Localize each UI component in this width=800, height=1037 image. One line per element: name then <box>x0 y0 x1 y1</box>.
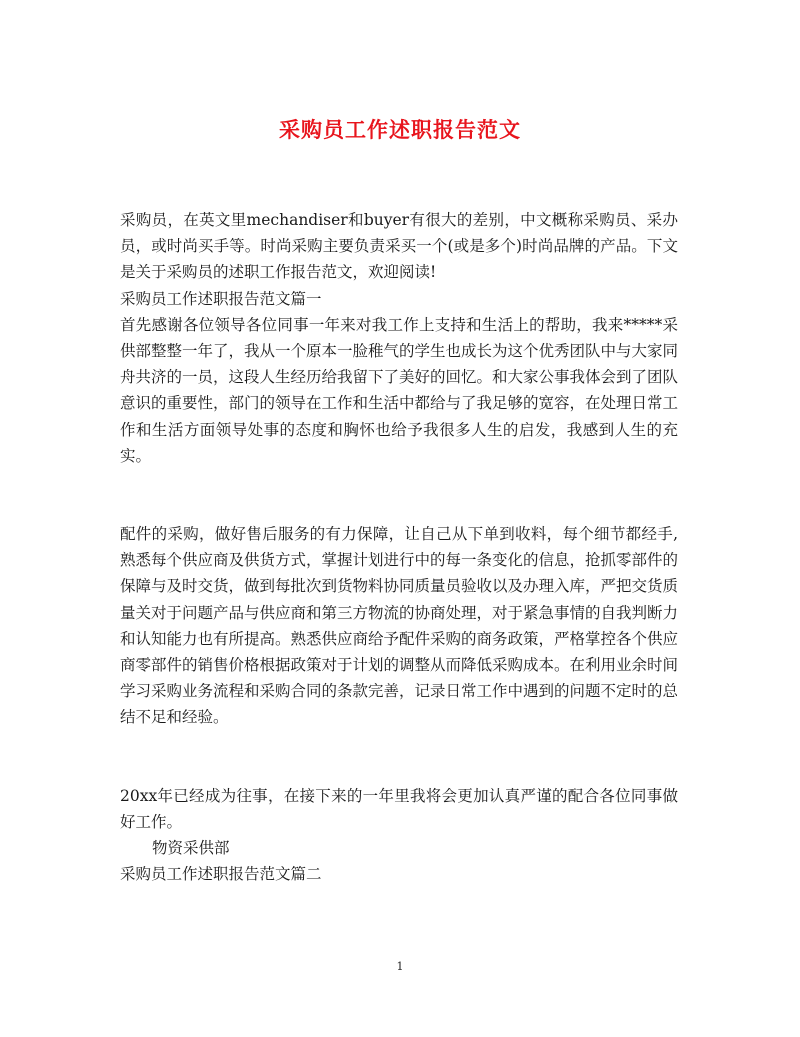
document-title: 采购员工作述职报告范文 <box>279 117 521 142</box>
page-number: 1 <box>396 960 404 973</box>
department-signature: 物资采供部 <box>152 839 230 858</box>
document-body <box>120 207 678 887</box>
paragraph-spacer <box>120 731 678 783</box>
section-heading-2: 采购员工作述职报告范文篇二 <box>120 865 322 884</box>
body-paragraph-2: 配件的采购，做好售后服务的有力保障，让自己从下单到收料，每个细节都经手,熟悉每个供应商及供货方式，掌握计划进行中的每一条变化的信息，抢抓零部件的保障与及时交货，做到每批次到货物料协同质量员验收以及办理入库，严把交货质量关对于问题产品与供应商和第三方物流的协商处理，对于紧急事情的自我判断力和认知能力也有所提高。熟悉供应商给予配件采购的商务政策，严格掌控各个供应商零部件的销售价格根据政策对于计划的调整从而降低采购成本。在利用业余时间学习采购业务流程和采购合同的条款完善，记录日常工作中遇到的问题不定时的总结不足和经验。 <box>120 525 679 727</box>
paragraph-spacer <box>120 469 678 521</box>
section-heading-1: 采购员工作述职报告范文篇一 <box>120 289 322 308</box>
body-paragraph-1: 首先感谢各位领导各位同事一年来对我工作上支持和生活上的帮助，我来*****采供部整整一年了，我从一个原本一脸稚气的学生也成长为这个优秀团队中与大家同舟共济的一员，这段人生经历给我留下了美好的回忆。和大家公事我体会到了团队意识的重要性，部门的领导在工作和生活中都给与了我足够的宽容，在处理日常工作和生活方面领导处事的态度和胸怀也给予我很多人生的启发，我感到人生的充实。 <box>120 315 679 465</box>
body-paragraph-3: 20xx年已经成为往事，在接下来的一年里我将会更加认真严谨的配合各位同事做好工作。 <box>120 786 678 831</box>
intro-paragraph: 采购员，在英文里mechandiser和buyer有很大的差别，中文概称采购员、采办员，或时尚买手等。时尚采购主要负责采买一个(或是多个)时尚品牌的产品。下文是关于采购员的述职工作报告范文，欢迎阅读! <box>120 211 678 282</box>
